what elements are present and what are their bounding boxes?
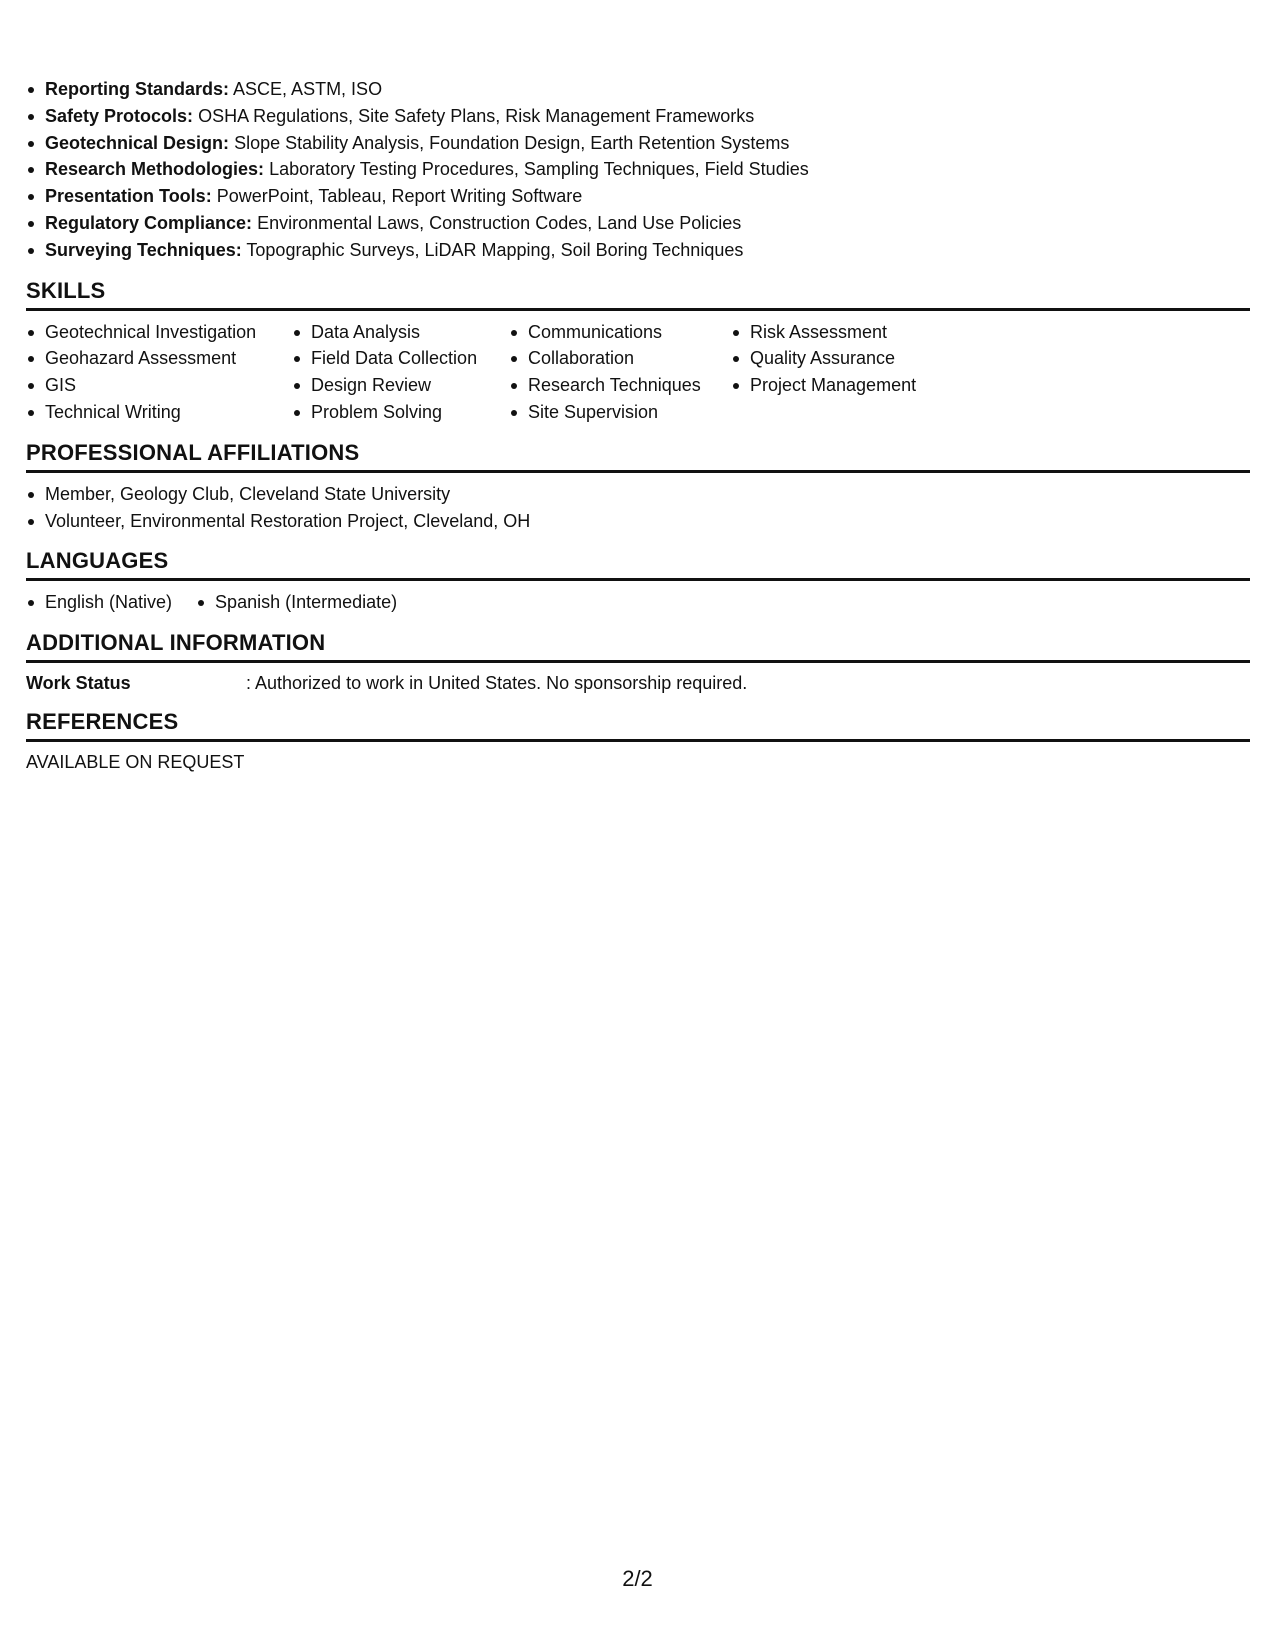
skill-item: Collaboration <box>509 345 731 372</box>
skill-item: Research Techniques <box>509 372 731 399</box>
affiliations-section <box>26 440 1250 535</box>
skills-column <box>509 319 731 426</box>
list-item <box>26 156 1250 183</box>
section-title-additional-info: ADDITIONAL INFORMATION <box>26 630 1250 663</box>
skill-item: Technical Writing <box>26 399 292 426</box>
languages-list <box>26 589 1250 616</box>
item-text: PowerPoint, Tableau, Report Writing Software <box>216 186 583 207</box>
affiliations-list <box>26 481 1250 535</box>
technical-skills-list <box>26 76 1250 264</box>
item-text: Laboratory Testing Procedures, Sampling Techniques, Field Studies <box>269 159 809 180</box>
skill-item: Data Analysis <box>292 319 509 346</box>
skills-section <box>26 278 1250 426</box>
item-label: Geotechnical Design: <box>45 132 230 153</box>
language-item: Spanish (Intermediate) <box>196 589 397 616</box>
skills-grid <box>26 319 1250 426</box>
item-label: Safety Protocols: <box>45 105 194 126</box>
references-text: AVAILABLE ON REQUEST <box>26 752 245 773</box>
skill-item: Risk Assessment <box>731 319 951 346</box>
work-status-row <box>26 671 1250 695</box>
item-label: Surveying Techniques: <box>45 239 242 260</box>
item-text: Slope Stability Analysis, Foundation Design, Earth Retention Systems <box>234 132 790 153</box>
skill-item: Site Supervision <box>509 399 731 426</box>
skill-item: Communications <box>509 319 731 346</box>
list-item <box>26 130 1250 157</box>
language-item: English (Native) <box>26 589 172 616</box>
skill-item: Problem Solving <box>292 399 509 426</box>
section-title-skills: SKILLS <box>26 278 1250 311</box>
item-label: Research Methodologies: <box>45 159 265 180</box>
resume-page <box>26 76 1250 774</box>
list-item <box>26 210 1250 237</box>
skill-item: GIS <box>26 372 292 399</box>
item-text: OSHA Regulations, Site Safety Plans, Risk Management Frameworks <box>198 105 755 126</box>
item-label: Regulatory Compliance: <box>45 212 253 233</box>
additional-info-section <box>26 630 1250 695</box>
page-number: 2/2 <box>622 1566 653 1591</box>
languages-section <box>26 548 1250 616</box>
list-item <box>26 237 1250 264</box>
references-section <box>26 709 1250 774</box>
work-status-value: : Authorized to work in United States. No sponsorship required. <box>246 673 748 694</box>
skills-column <box>292 319 509 426</box>
section-title-languages: LANGUAGES <box>26 548 1250 581</box>
item-label: Reporting Standards: <box>45 79 230 99</box>
skill-item: Design Review <box>292 372 509 399</box>
list-item <box>26 76 1250 103</box>
list-item <box>26 183 1250 210</box>
section-title-references: REFERENCES <box>26 709 1250 742</box>
item-text: Topographic Surveys, LiDAR Mapping, Soil Boring Techniques <box>246 239 744 260</box>
skill-item: Project Management <box>731 372 951 399</box>
item-text: Environmental Laws, Construction Codes, Land Use Policies <box>257 212 742 233</box>
skills-column <box>731 319 951 426</box>
skill-item: Geohazard Assessment <box>26 345 292 372</box>
skill-item: Field Data Collection <box>292 345 509 372</box>
skills-column <box>26 319 292 426</box>
affiliation-item: Member, Geology Club, Cleveland State University <box>26 481 1250 508</box>
item-text: ASCE, ASTM, ISO <box>233 79 383 99</box>
skill-item: Geotechnical Investigation <box>26 319 292 346</box>
skill-item: Quality Assurance <box>731 345 951 372</box>
affiliation-item: Volunteer, Environmental Restoration Project, Cleveland, OH <box>26 508 1250 535</box>
list-item <box>26 103 1250 130</box>
item-label: Presentation Tools: <box>45 186 212 207</box>
work-status-label: Work Status <box>26 673 131 694</box>
section-title-affiliations: PROFESSIONAL AFFILIATIONS <box>26 440 1250 473</box>
